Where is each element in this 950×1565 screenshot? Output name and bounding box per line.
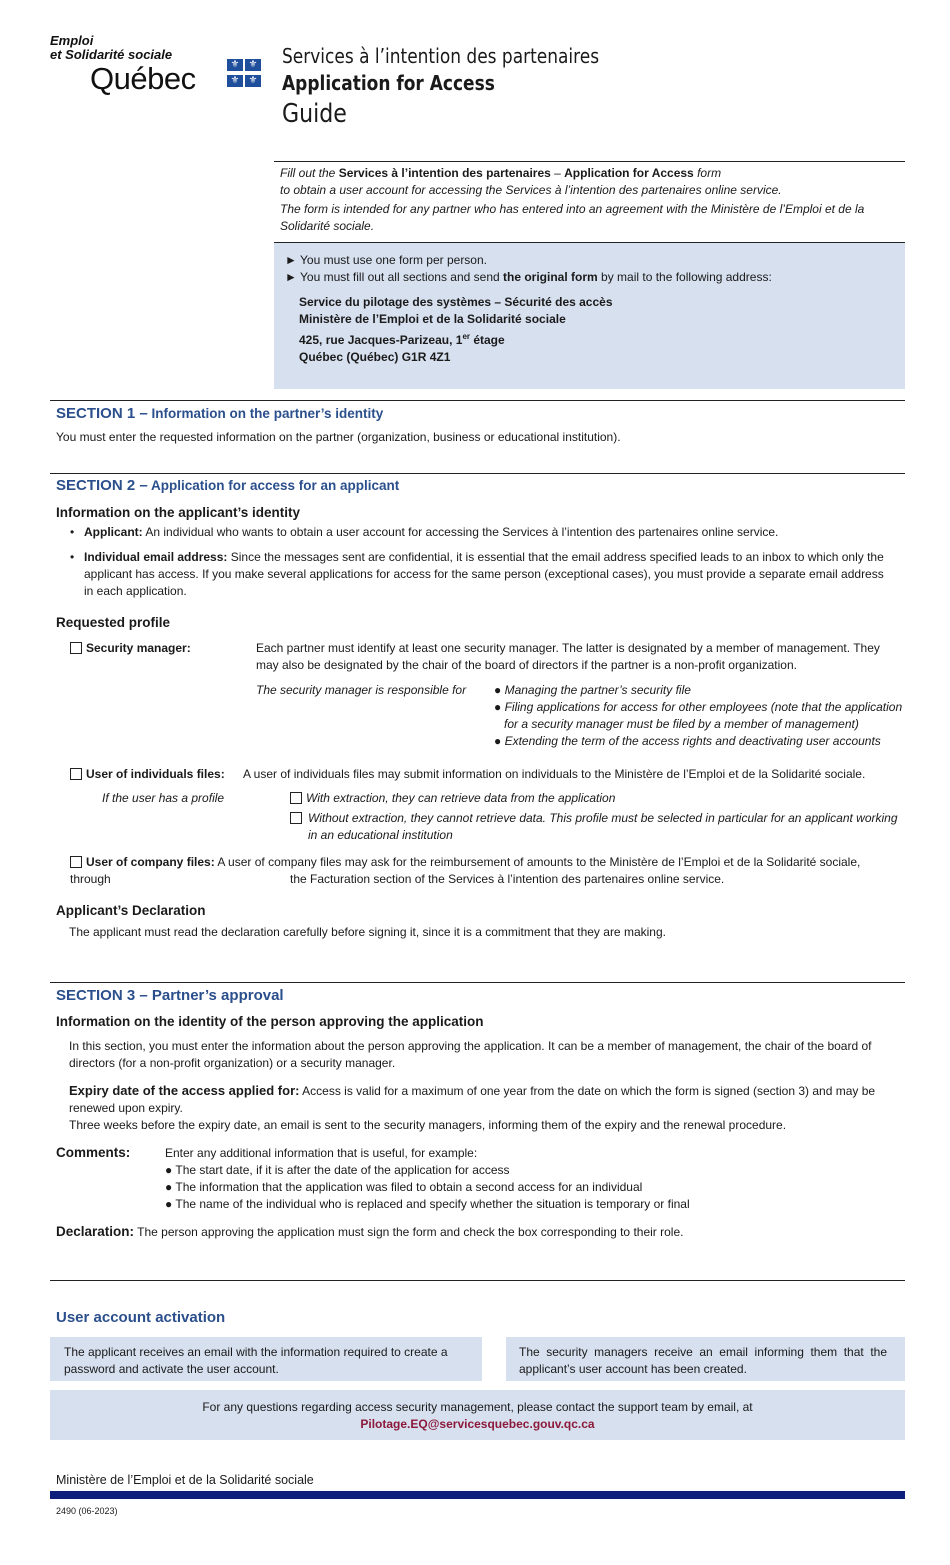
footer-ministry: Ministère de l’Emploi et de la Solidarité sociale [56, 1473, 314, 1487]
intro-top-rule [274, 161, 905, 162]
with-extraction-checkbox[interactable] [290, 792, 302, 804]
intro-paragraph: Fill out the Services à l’intention des partenaires – Application for Access form to obtain a user account for accessing the Services à l’intention des partenaires online service. The form is intended for any partner who has entered into an agreement with the Ministère de l’Emploi et de la Solidarité sociale. [280, 166, 865, 233]
activation-rule [50, 1280, 905, 1281]
applicant-declaration-text: The applicant must read the declaration carefully before signing it, since it is a commitment that they are making. [69, 925, 666, 939]
applicant-identity-heading: Information on the applicant’s identity [56, 505, 301, 520]
list-item: • Individual email address: Since the messages sent are confidential, it is essential that the email address specified leads to an inbox to which only the applicant has access. If you make several applications for access for the same person (exceptional cases), you must provide a separate email address in each application. [66, 549, 896, 600]
fleur-de-lis-icon: ⚜ [227, 75, 243, 87]
section1-title: SECTION 1 – Information on the partner’s identity [56, 405, 384, 422]
note-original-form: ► You must fill out all sections and send the original form by mail to the following address: [285, 270, 772, 284]
list-item: ● The start date, if it is after the date of the application for access [165, 1163, 510, 1177]
section1-rule [50, 400, 905, 401]
expiry-date-info: Expiry date of the access applied for: Access is valid for a maximum of one year from the date on which the form is signed (section 3) and may be renewed upon expiry. Three weeks before the expiry date, an email is sent to the security managers, informing them of the expiry and the renewal procedure. [69, 1083, 876, 1132]
security-manager-activation-text: The security managers receive an email informing them that the applicant’s user account has been created. [519, 1345, 887, 1376]
approver-declaration: Declaration: The person approving the application must sign the form and check the box corresponding to their role. [56, 1224, 684, 1239]
mailing-address: Service du pilotage des systèmes – Sécurité des accès Ministère de l’Emploi et de la Solidarité sociale 425, rue Jacques-Parizeau, 1er étage Québec (Québec) G1R 4Z1 [299, 295, 613, 364]
approver-identity-heading: Information on the identity of the person approving the application [56, 1014, 484, 1029]
header-service-name: Services à l’intention des partenaires [282, 44, 600, 68]
individuals-files-option[interactable]: User of individuals files: [70, 766, 225, 783]
footer-bar [50, 1491, 905, 1499]
requested-profile-heading: Requested profile [56, 615, 171, 630]
company-files-checkbox[interactable] [70, 856, 82, 868]
applicant-activation-text: The applicant receives an email with the information required to create a password and activate the user account. [64, 1345, 448, 1376]
logo-brand: Québec [90, 61, 196, 96]
list-item: ● The information that the application was filed to obtain a second access for an individual [165, 1180, 643, 1194]
company-files-option[interactable]: User of company files: A user of company files may ask for the reimbursement of amounts to the Ministère de l’Emploi et de la Solidarité sociale, through [70, 855, 861, 886]
security-manager-responsibility: The security manager is responsible for [256, 683, 467, 697]
applicant-declaration-heading: Applicant’s Declaration [56, 903, 206, 918]
without-extraction-option[interactable]: Without extraction, they cannot retrieve data. This profile must be selected in particular for an applicant working in an educational institution [290, 810, 900, 844]
with-extraction-option[interactable]: With extraction, they can retrieve data from the application [290, 790, 900, 807]
section1-text: You must enter the requested information on the partner (organization, business or educational institution). [56, 430, 621, 444]
logo-line2: et Solidarité sociale [50, 47, 173, 62]
security-manager-duties: ● Managing the partner’s security file ● Filing applications for access for other employees (note that the application for a security manager must be filed by a member of management) ● Extending the term of the access rights and deactivating user accounts [494, 683, 903, 748]
security-manager-option[interactable]: Security manager: [70, 640, 191, 657]
form-code: 2490 (06-2023) [56, 1506, 118, 1516]
note-one-form: ► You must use one form per person. [285, 253, 487, 267]
mailing-info [285, 252, 895, 366]
applicant-definitions [66, 524, 896, 608]
support-contact-text: For any questions regarding access security management, please contact the support team by email, at [202, 1400, 753, 1414]
section3-rule [50, 982, 905, 983]
fleur-de-lis-icon: ⚜ [245, 75, 261, 87]
section3-title: SECTION 3 – Partner’s approval [56, 987, 284, 1004]
fleur-de-lis-icon: ⚜ [227, 59, 243, 71]
support-email-link[interactable]: Pilotage.EQ@servicesquebec.gouv.qc.ca [360, 1417, 595, 1431]
comments-label: Comments: [56, 1145, 131, 1160]
header-form-title: Application for Access [282, 71, 495, 95]
list-item: ● The name of the individual who is replaced and specify whether the situation is temporary or final [165, 1197, 690, 1211]
security-manager-description: Each partner must identify at least one security manager. The latter is designated by a member of management. They may also be designated by the chair of the board of directors if the partner is a non-profit organization. [256, 641, 880, 672]
section2-title: SECTION 2 – Application for access for an applicant [56, 477, 400, 494]
fleur-de-lis-icon: ⚜ [245, 59, 261, 71]
company-files-description-cont: the Facturation section of the Services à l’intention des partenaires online service. [290, 872, 725, 886]
individuals-files-condition: If the user has a profile [102, 791, 225, 805]
section2-rule [50, 473, 905, 474]
security-manager-checkbox[interactable] [70, 642, 82, 654]
list-item: • Applicant: An individual who wants to obtain a user account for accessing the Services à l’intention des partenaires online service. [66, 524, 896, 541]
quebec-logo [50, 34, 265, 98]
approver-identity-text: In this section, you must enter the information about the person approving the application. It can be a member of management, the chair of the board of directors (for a non-profit organization) or a security manager. [69, 1039, 872, 1070]
header-guide: Guide [282, 99, 347, 129]
individuals-files-checkbox[interactable] [70, 768, 82, 780]
without-extraction-checkbox[interactable] [290, 812, 302, 824]
logo-line1: Emploi [50, 33, 94, 48]
individuals-files-description: A user of individuals files may submit information on individuals to the Ministère de l’Emploi et de la Solidarité sociale. [243, 767, 866, 781]
comments-info: Enter any additional information that is useful, for example: ● The start date, if it is after the date of the application for access ● The information that the application was filed to obtain a second access for an individual ● The name of the individual who is replaced and specify whether the situation is temporary or final [165, 1145, 905, 1213]
activation-title: User account activation [56, 1309, 226, 1326]
